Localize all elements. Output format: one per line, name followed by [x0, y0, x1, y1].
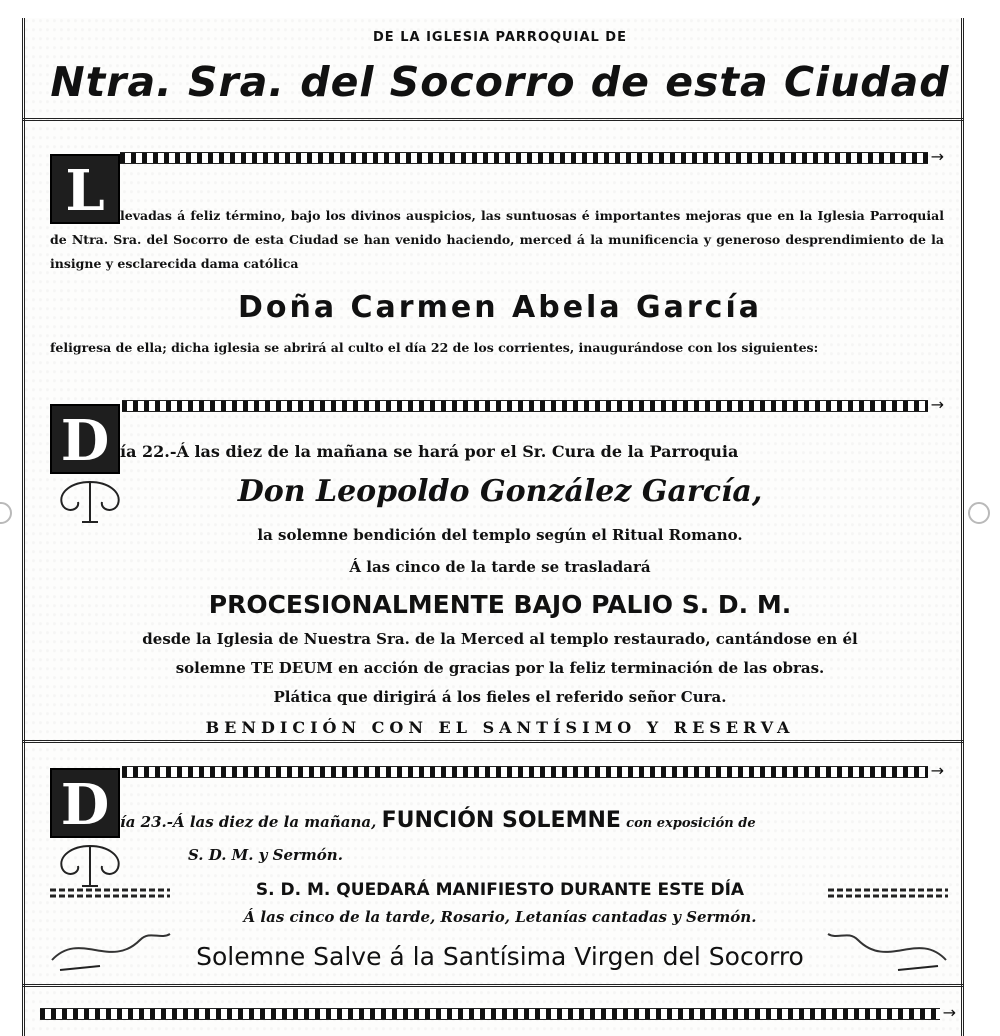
divider [22, 118, 964, 121]
day22-line5: Plática que dirigirá á los fieles el referido señor Cura. [273, 688, 727, 706]
drop-cap-initial: D [50, 768, 120, 838]
decorative-rule [122, 400, 928, 412]
decorative-rule [40, 1008, 940, 1020]
priest-name: Don Leopoldo González García, [237, 474, 763, 509]
day22-line3: desde la Iglesia de Nuestra Sra. de la Merced al templo restaurado, cantándose en él [142, 630, 858, 648]
day22-line2: Á las cinco de la tarde se trasladará [349, 558, 651, 576]
divider [22, 984, 964, 987]
day22-line4: solemne TE DEUM en acción de gracias por la feliz terminación de las obras. [175, 659, 825, 677]
day22-line1: la solemne bendición del templo según el Ritual Romano. [257, 526, 743, 544]
divider [22, 740, 964, 743]
day23-lead: ía 23.-Á las diez de la mañana, [120, 813, 377, 831]
day22-lead: ía 22.-Á las diez de la mañana se hará por el Sr. Cura de la Parroquia [120, 442, 739, 461]
page-title: Ntra. Sra. del Socorro de esta Ciudad [50, 58, 950, 106]
drop-cap-initial: L [50, 154, 120, 224]
function-heading: FUNCIÓN SOLEMNE [381, 808, 621, 833]
day23-lead-row [120, 808, 950, 833]
intro-text: levadas á feliz término, bajo los divinos auspicios, las suntuosas é importantes mejoras que en la Iglesia Parroquial de Ntra. Sra. del Socorro de esta Ciudad se han venido haciendo, merced á la munificencia y generoso desprendimiento de la insigne y esclarecida dama católica [50, 208, 944, 271]
day23-lead2: S. D. M. y Sermón. [188, 846, 343, 864]
benefactor-name: Doña Carmen Abela García [237, 290, 762, 325]
salve-heading: Solemne Salve á la Santísima Virgen del Socorro [196, 942, 804, 971]
intro-text-2: feligresa de ella; dicha iglesia se abrirá al culto el día 22 de los corrientes, inaugurándose con los siguientes: [50, 340, 819, 355]
ornament-left [40, 870, 190, 980]
header-subtitle: DE LA IGLESIA PARROQUIAL DE [373, 30, 627, 45]
decorative-rule [120, 152, 928, 164]
day23-afternoon: Á las cinco de la tarde, Rosario, Letanías cantadas y Sermón. [243, 908, 757, 926]
ornament-right [808, 870, 958, 980]
day23-lead-tail: con exposición de [626, 816, 756, 831]
decorative-rule [122, 766, 928, 778]
procession-heading: PROCESIONALMENTE BAJO PALIO S. D. M. [208, 590, 792, 619]
manifest-heading: S. D. M. QUEDARÁ MANIFIESTO DURANTE ESTE DÍA [255, 880, 745, 900]
drop-cap-initial: D [50, 404, 120, 474]
benediction-heading: BENDICIÓN CON EL SANTÍSIMO Y RESERVA [205, 718, 795, 737]
